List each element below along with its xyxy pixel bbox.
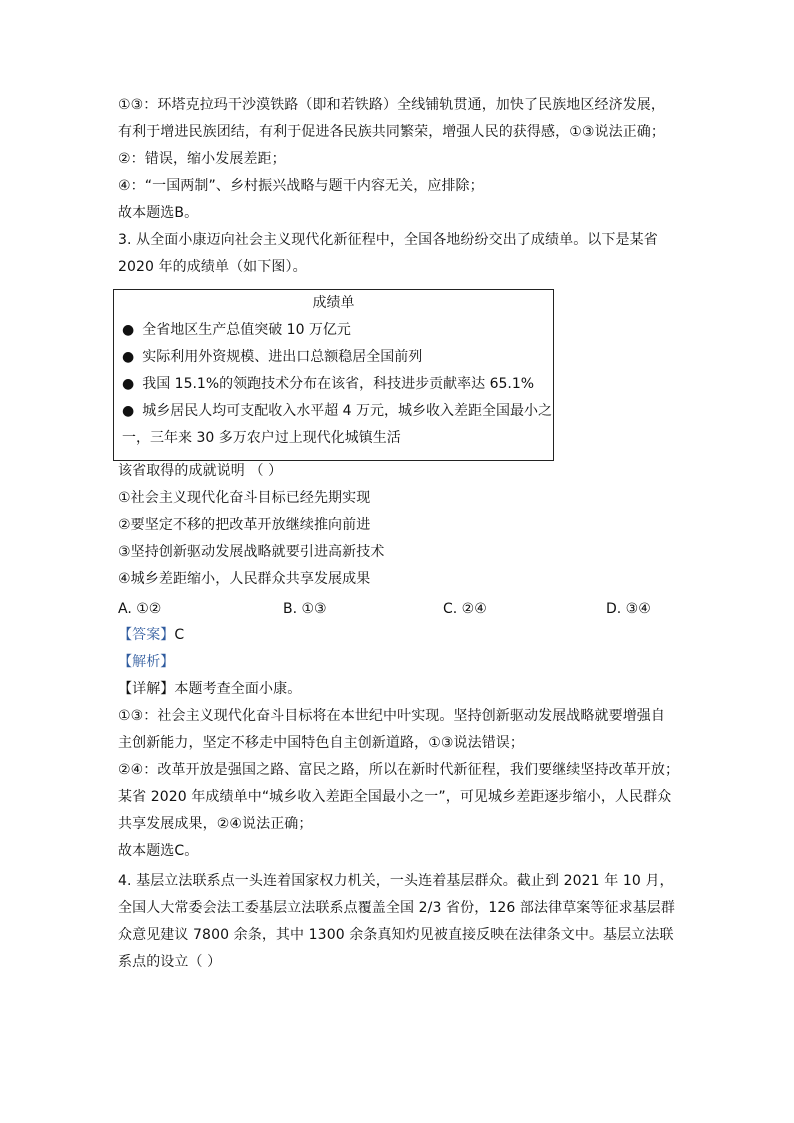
analysis-conclusion: 故本题选C。 [118,843,199,859]
report-card-item: ● 城乡居民人均可支配收入水平超 4 万元，城乡收入差距全国最小之 [122,403,553,419]
statement: ③坚持创新驱动发展战略就要引进高新技术 [118,544,385,560]
bullet-icon: ● [122,376,135,392]
answer-value: C [174,627,185,643]
analysis-line: 共享发展成果，②④说法正确； [118,816,313,832]
report-card-item: ● 实际利用外资规模、进出口总额稳居全国前列 [122,349,423,365]
report-card-title: 成绩单 [312,295,355,311]
answer-line [118,626,184,644]
bullet-icon: ● [122,403,135,419]
question-stem: 系点的设立（ ） [118,954,222,970]
analysis-line: ②：错误，缩小发展差距； [118,151,286,167]
analysis-line: ②④：改革开放是强国之路、富民之路，所以在新时代新征程，我们要继续坚持改革开放； [118,762,680,778]
bullet-icon: ● [122,322,135,338]
report-card-item: ● 全省地区生产总值突破 10 万亿元 [122,322,351,338]
question-stem: 4. 基层立法联系点一头连着国家权力机关，一头连着基层群众。截止到 2021 年 10 月， [118,873,674,889]
analysis-line: 某省 2020 年成绩单中“城乡收入差距全国最小之一”，可见城乡差距逐步缩小，人民群众 [118,789,672,805]
option-a: A. ①② [118,601,162,617]
report-card-item-continued: 一，三年来 30 多万农户过上现代化城镇生活 [122,430,401,446]
question-stem: 众意见建议 7800 余条，其中 1300 余条真知灼见被直接反映在法律条文中。基层立法联 [118,927,674,943]
detail-line: 【详解】本题考查全面小康。 [118,681,302,697]
analysis-conclusion: 故本题选B。 [118,205,199,221]
option-c: C. ②④ [443,601,487,617]
report-card-box [113,289,554,461]
statement: ④城乡差距缩小，人民群众共享发展成果 [118,571,371,587]
option-b: B. ①③ [283,601,327,617]
report-card-item: ● 我国 15.1%的领跑技术分布在该省，科技进步贡献率达 65.1% [122,376,535,392]
analysis-line: 主创新能力，坚定不移走中国特色自主创新道路，①③说法错误； [118,735,524,751]
analysis-line: ④：“一国两制”、乡村振兴战略与题干内容无关，应排除； [118,178,484,194]
detail-label: 【详解】 [118,681,175,697]
question-stem: 全国人大常委会法工委基层立法联系点覆盖全国 2/3 省份，126 部法律草案等征求基层群 [118,900,676,916]
analysis-line: ①③：社会主义现代化奋斗目标将在本世纪中叶实现。坚持创新驱动发展战略就要增强自 [118,708,665,724]
statement: ②要坚定不移的把改革开放继续推向前进 [118,517,371,533]
analysis-line: 有利于增进民族团结，有利于促进各民族共同繁荣，增强人民的获得感，①③说法正确； [118,124,665,140]
question-stem: 2020 年的成绩单（如下图）。 [118,259,307,275]
statement: ①社会主义现代化奋斗目标已经先期实现 [118,490,371,506]
analysis-line: ①③：环塔克拉玛干沙漠铁路（即和若铁路）全线铺轨贯通，加快了民族地区经济发展， [118,97,665,113]
option-d: D. ③④ [606,601,651,617]
analysis-label: 【解析】 [118,654,175,670]
question-prompt: 该省取得的成就说明 （ ） [118,463,283,479]
bullet-icon: ● [122,349,135,365]
question-stem: 3. 从全面小康迈向社会主义现代化新征程中，全国各地纷纷交出了成绩单。以下是某省 [118,232,658,248]
answer-label: 【答案】 [118,627,175,643]
